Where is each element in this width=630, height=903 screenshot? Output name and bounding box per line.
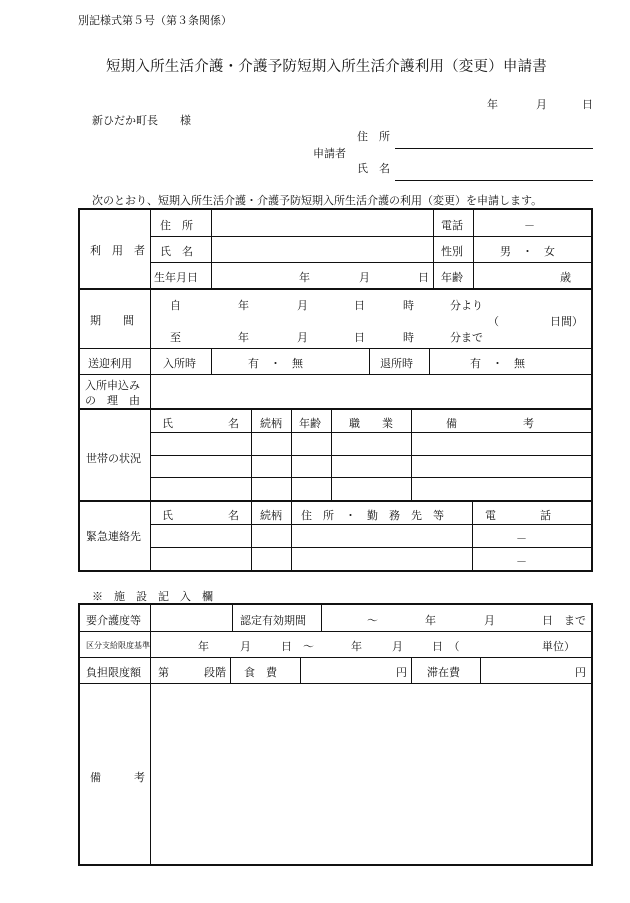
date-year: 年 — [487, 98, 498, 111]
to-minute: 分まで — [450, 331, 483, 344]
from-year: 年 — [238, 299, 249, 312]
birth-day: 日 — [418, 271, 429, 284]
date-day: 日 — [582, 98, 593, 111]
facility-heading: ※ 施 設 記 入 欄 — [92, 590, 213, 603]
page-title: 短期入所生活介護・介護予防短期入所生活介護利用（変更）申請書 — [106, 59, 547, 75]
household-header-remarks: 備 考 — [446, 417, 534, 430]
limit-label: 区分支給限度基準 — [86, 641, 150, 650]
period-section — [80, 290, 591, 349]
stage-suffix: 段階 — [204, 666, 226, 679]
limit-year-2: 年 — [351, 640, 362, 653]
remarks-field[interactable] — [153, 686, 589, 862]
transport-label: 送迎利用 — [88, 357, 132, 370]
to-hour: 時 — [403, 331, 414, 344]
burden-label: 負担限度額 — [86, 666, 141, 679]
household-label: 世帯の状況 — [86, 452, 141, 465]
stage-prefix: 第 — [158, 666, 169, 679]
user-age-label: 年齢 — [441, 271, 463, 284]
emergency-phone-dash-2[interactable]: － — [516, 555, 527, 568]
from-day: 日 — [354, 299, 365, 312]
applicant-address-label: 住 所 — [357, 130, 390, 143]
user-label: 利 用 者 — [90, 244, 145, 257]
to-year: 年 — [238, 331, 249, 344]
limit-day-2: 日 （ — [432, 640, 460, 653]
facility-form — [78, 603, 593, 866]
limit-day-tilde: 日 ～ — [281, 640, 314, 653]
care-level-field[interactable] — [153, 606, 229, 630]
food-label: 食 費 — [244, 666, 277, 679]
household-header-name: 氏 名 — [162, 417, 239, 430]
user-address-label: 住 所 — [160, 219, 193, 232]
from-hour: 時 — [403, 299, 414, 312]
period-to: 至 — [170, 331, 181, 344]
emergency-section — [80, 502, 591, 570]
cert-tilde: ～ — [367, 614, 378, 627]
user-sex-values[interactable]: 男 ・ 女 — [500, 245, 555, 258]
household-header-age: 年齢 — [299, 417, 321, 430]
reason-label-1: 入所申込み — [85, 379, 140, 392]
user-name-field[interactable] — [214, 238, 430, 261]
user-sex-label: 性別 — [441, 245, 463, 258]
cert-month: 月 — [484, 614, 495, 627]
household-header-relation: 続柄 — [260, 417, 282, 430]
food-yen: 円 — [396, 666, 407, 679]
cert-day-until: 日 まで — [542, 614, 586, 627]
stay-label: 滞在費 — [427, 666, 460, 679]
emergency-phone-dash-1[interactable]: － — [516, 532, 527, 545]
household-header-job: 職 業 — [349, 417, 393, 430]
cert-year: 年 — [425, 614, 436, 627]
from-month: 月 — [297, 299, 308, 312]
emergency-header-name: 氏 名 — [162, 509, 239, 522]
transport-exit-label: 退所時 — [380, 357, 413, 370]
user-phone-label: 電話 — [441, 219, 463, 232]
limit-month: 月 — [240, 640, 251, 653]
form-number: 別記様式第５号（第３条関係） — [78, 14, 232, 27]
remarks-label: 備 考 — [90, 771, 145, 784]
reason-label-2: の 理 由 — [85, 394, 140, 407]
applicant-address-line[interactable] — [395, 148, 593, 149]
reason-section — [80, 375, 591, 410]
period-from: 自 — [170, 299, 181, 312]
days-close: 日間） — [550, 315, 583, 328]
user-address-field[interactable] — [214, 211, 430, 235]
emergency-header-phone: 電 話 — [485, 509, 551, 522]
applicant-name-line[interactable] — [395, 180, 593, 181]
transport-exit-values[interactable]: 有 ・ 無 — [470, 357, 525, 370]
birth-month: 月 — [359, 271, 370, 284]
cert-period-label: 認定有効期間 — [240, 614, 306, 627]
reason-field[interactable] — [153, 376, 589, 406]
emergency-header-relation: 続柄 — [260, 509, 282, 522]
limit-year: 年 — [198, 640, 209, 653]
applicant-label: 申請者 — [313, 147, 346, 160]
transport-section — [80, 349, 591, 375]
period-label: 期 間 — [90, 314, 134, 327]
user-phone-dash[interactable]: － — [524, 219, 535, 232]
user-birth-label: 生年月日 — [154, 271, 198, 284]
applicant-name-label: 氏 名 — [357, 162, 390, 175]
statement: 次のとおり、短期入所生活介護・介護予防短期入所生活介護の利用（変更）を申請します。 — [92, 194, 543, 207]
main-form — [78, 208, 593, 572]
limit-month-2: 月 — [392, 640, 403, 653]
household-section — [80, 410, 591, 502]
user-name-label: 氏 名 — [160, 245, 193, 258]
stay-yen: 円 — [575, 666, 586, 679]
user-section — [80, 210, 591, 290]
user-age-unit: 歳 — [560, 271, 571, 284]
birth-year: 年 — [299, 271, 310, 284]
emergency-header-address: 住 所 ・ 勤 務 先 等 — [301, 509, 444, 522]
transport-entry-label: 入所時 — [163, 357, 196, 370]
care-level-label: 要介護度等 — [86, 614, 141, 627]
from-minute: 分より — [450, 299, 483, 312]
transport-entry-values[interactable]: 有 ・ 無 — [248, 357, 303, 370]
emergency-label: 緊急連絡先 — [86, 530, 141, 543]
to-month: 月 — [297, 331, 308, 344]
date-month: 月 — [536, 98, 547, 111]
to-day: 日 — [354, 331, 365, 344]
limit-unit: 単位） — [542, 640, 575, 653]
days-open: （ — [488, 315, 499, 328]
addressee: 新ひだか町長 様 — [92, 114, 191, 127]
